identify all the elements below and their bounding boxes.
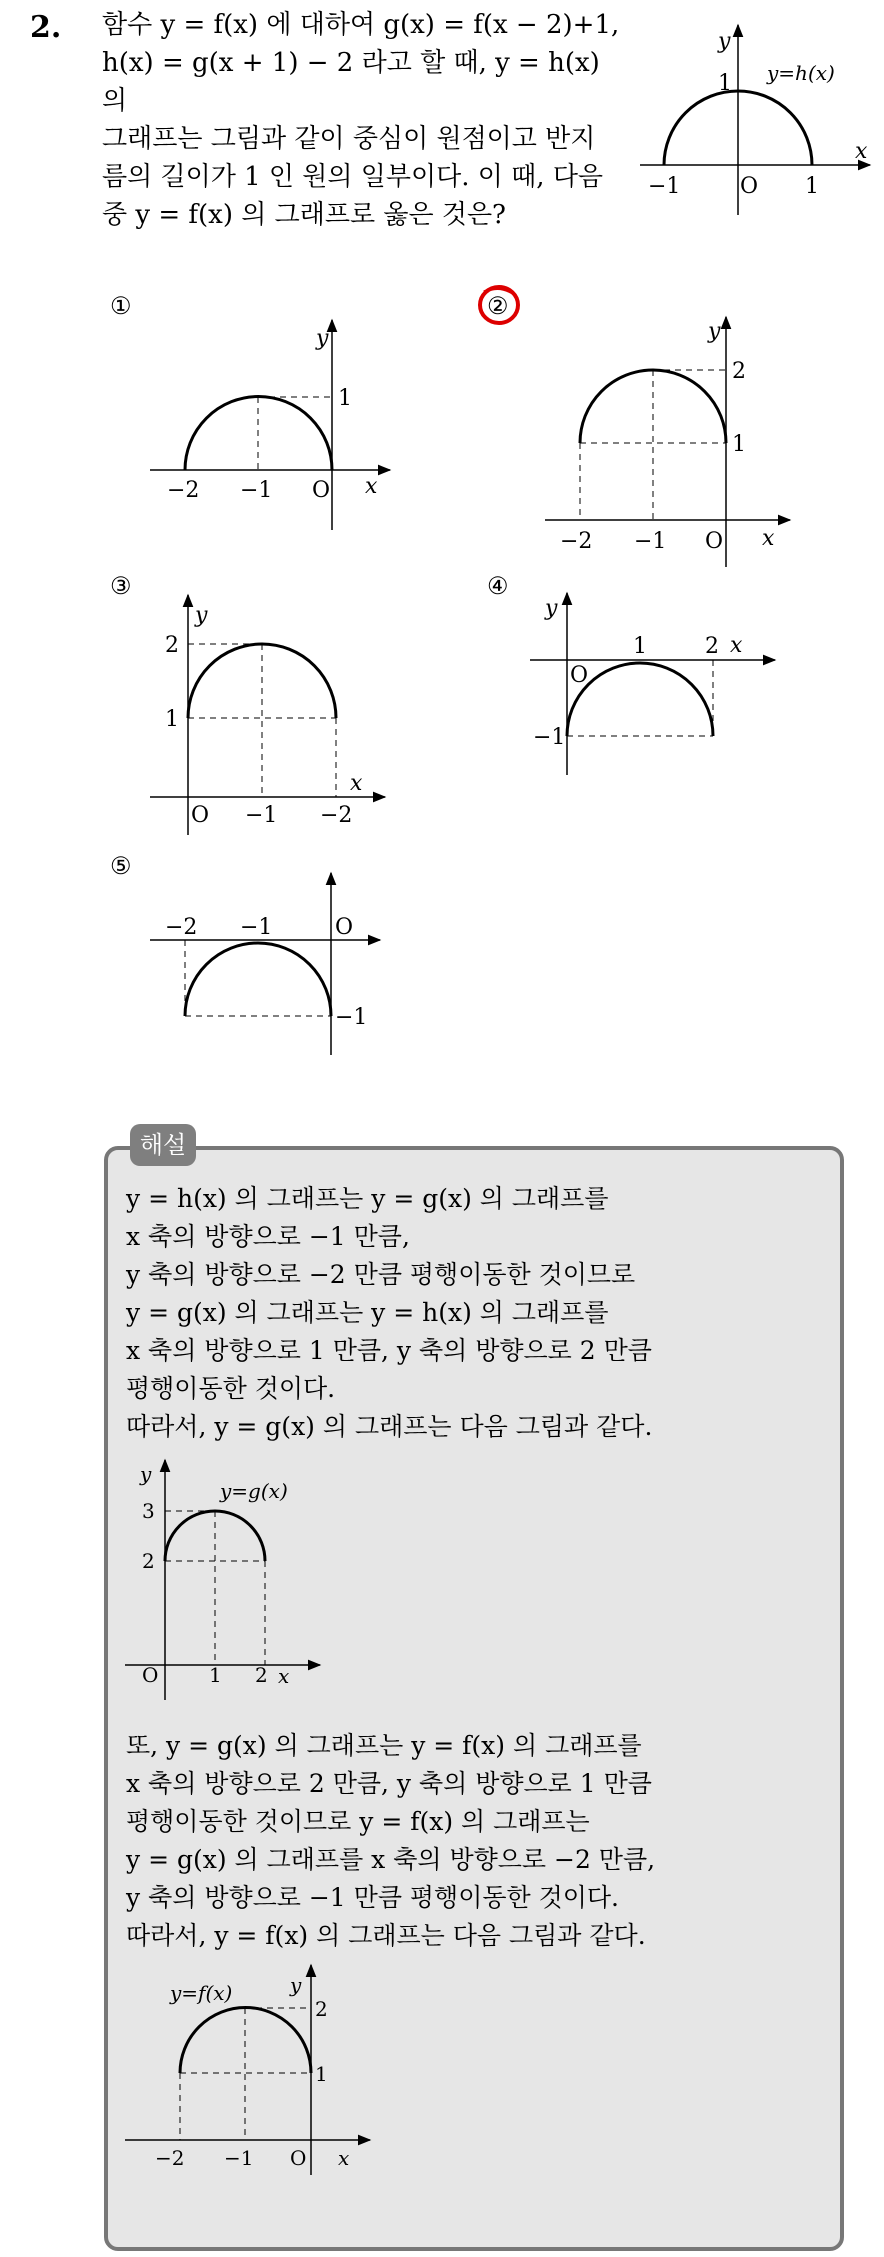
- choice-2-marker[interactable]: ②: [487, 292, 509, 320]
- choice-1-marker[interactable]: ①: [110, 292, 132, 320]
- graph-f: [120, 1960, 380, 2180]
- choice-5-tick: −1: [335, 1005, 368, 1030]
- choice-5-graph[interactable]: [145, 865, 395, 1065]
- choice-5-origin: O: [335, 915, 354, 940]
- graph-h-tick: 1: [718, 71, 732, 96]
- choice-3-x-label: x: [350, 771, 363, 796]
- graph-f-tick: −2: [155, 2146, 185, 2170]
- graph-h-curve-label: y=h(x): [767, 61, 835, 85]
- graph-f-tick: 2: [315, 1997, 328, 2021]
- graph-h-tick: −1: [648, 174, 681, 199]
- choice-2-x-label: x: [762, 526, 775, 551]
- explanation-paragraph-1: y = h(x) 의 그래프는 y = g(x) 의 그래프를 x 축의 방향으로 −1 만큼, y 축의 방향으로 −2 만큼 평행이동한 것이므로 y = g(x) 의 그래프는 y = h(x) 의 그래프를 x 축의 방향으로 1 만큼, y 축의 방향으로 2 만큼 평행이동한 것이다. 따라서, y = g(x) 의 그래프는 다음 그림과 같다.: [126, 1184, 653, 1441]
- choice-4-tick: 2: [705, 634, 719, 659]
- choice-2-tick: 2: [732, 359, 746, 384]
- answer-circle-mark: [476, 282, 522, 328]
- choice-1-y-label: y: [316, 326, 329, 351]
- graph-f-x-label: x: [338, 2146, 350, 2170]
- choice-4-marker[interactable]: ④: [487, 572, 509, 600]
- choice-1-tick: −2: [167, 478, 200, 503]
- explanation-paragraph-2: 또, y = g(x) 의 그래프는 y = f(x) 의 그래프를 x 축의 방향으로 2 만큼, y 축의 방향으로 1 만큼 평행이동한 것이므로 y = f(x) 의 그래프는 y = g(x) 의 그래프를 x 축의 방향으로 −2 만큼, y 축의 방향으로 −1 만큼 평행이동한 것이다. 따라서, y = f(x) 의 그래프는 다음 그림과 같다.: [126, 1731, 656, 1950]
- choice-1-tick: 1: [338, 386, 352, 411]
- choice-1-x-label: x: [365, 474, 378, 499]
- graph-g-tick: 1: [209, 1663, 222, 1687]
- graph-h: [630, 10, 880, 220]
- graph-f-origin: O: [290, 2146, 307, 2170]
- choice-5-tick: −2: [165, 915, 198, 940]
- choice-5-marker[interactable]: ⑤: [110, 852, 132, 880]
- choice-3-origin: O: [191, 803, 210, 828]
- choice-2-origin: O: [705, 529, 724, 554]
- graph-g-y-label: y: [140, 1462, 152, 1486]
- choice-4-tick: −1: [533, 725, 566, 750]
- graph-g-tick: 2: [142, 1549, 155, 1573]
- choice-2-tick: −1: [634, 529, 667, 554]
- choice-1-tick: −1: [240, 478, 273, 503]
- graph-h-x-label: x: [855, 139, 868, 164]
- graph-g-curve-label: y=g(x): [220, 1479, 288, 1503]
- explanation-badge: 해설: [130, 1124, 196, 1166]
- graph-f-curve-label: y=f(x): [170, 1981, 233, 2005]
- choice-3-marker[interactable]: ③: [110, 572, 132, 600]
- question-text: 함수 y = f(x) 에 대하여 g(x) = f(x − 2)+1, h(x) = g(x + 1) − 2 라고 할 때, y = h(x) 의 그래프는 그림과 같이 중심이 원점이고 반지 름의 길이가 1 인 원의 일부이다. 이 때, 다음 중 y = f(x) 의 그래프로 옳은 것은?: [102, 10, 620, 230]
- choice-3-graph[interactable]: [145, 585, 395, 840]
- choice-3-y-label: y: [195, 603, 208, 628]
- question-number: 2.: [30, 10, 62, 45]
- graph-g: [120, 1455, 340, 1705]
- choice-2-graph[interactable]: [540, 305, 800, 570]
- choice-1-graph[interactable]: [140, 305, 400, 535]
- choice-4-origin: O: [570, 663, 589, 688]
- graph-h-y-label: y: [718, 29, 731, 54]
- graph-h-tick: 1: [805, 174, 819, 199]
- choice-4-graph[interactable]: [525, 585, 785, 785]
- choice-2-y-label: y: [708, 319, 721, 344]
- choice-3-tick: 1: [165, 707, 179, 732]
- choice-2-tick: 1: [732, 432, 746, 457]
- choice-4-y-label: y: [545, 596, 558, 621]
- graph-h-origin: O: [740, 174, 759, 199]
- graph-g-origin: O: [142, 1663, 159, 1687]
- graph-f-y-label: y: [290, 1973, 302, 1997]
- choice-4-x-label: x: [730, 633, 743, 658]
- graph-f-tick: 1: [315, 2062, 328, 2086]
- graph-g-tick: 3: [142, 1499, 155, 1523]
- choice-2-tick: −2: [560, 529, 593, 554]
- choice-3-tick: −2: [320, 803, 353, 828]
- choice-3-tick: 2: [165, 633, 179, 658]
- graph-g-x-label: x: [278, 1664, 290, 1688]
- graph-f-tick: −1: [224, 2146, 254, 2170]
- graph-g-tick: 2: [255, 1663, 268, 1687]
- choice-4-tick: 1: [633, 634, 647, 659]
- choice-1-origin: O: [312, 478, 331, 503]
- choice-5-tick: −1: [240, 915, 273, 940]
- choice-3-tick: −1: [245, 803, 278, 828]
